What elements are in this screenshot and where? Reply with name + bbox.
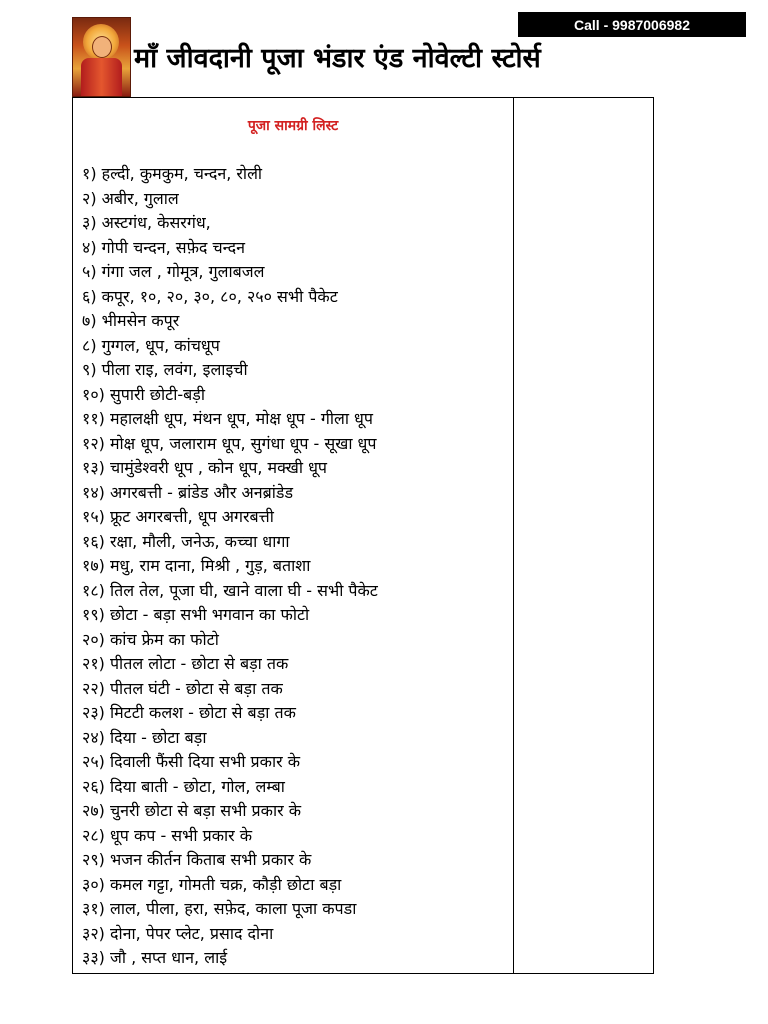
list-item: ३०) कमल गट्टा, गोमती चक्र, कौड़ी छोटा बड़ा — [82, 874, 342, 894]
list-item: २१) पीतल लोटा - छोटा से बड़ा तक — [82, 654, 289, 673]
list-item: २७) चुनरी छोटा से बड़ा सभी प्रकार के — [82, 801, 302, 820]
list-item: ४) गोपी चन्दन, सफ़ेद चन्दन — [82, 237, 245, 257]
shop-title: माँ जीवदानी पूजा भंडार एंड नोवेल्टी स्टोर्स — [134, 43, 541, 74]
list-item: ३) अस्टगंध, केसरगंध, — [82, 213, 211, 232]
list-item: १७) मधु, राम दाना, मिश्री , गुड़, बताशा — [82, 556, 311, 575]
list-item: ६) कपूर, १०, २०, ३०, ८०, २५० सभी पैकेट — [82, 286, 338, 306]
list-item: ११) महालक्षी धूप, मंथन धूप, मोक्ष धूप - गीला धूप — [82, 409, 373, 428]
list-item: २९) भजन कीर्तन किताब सभी प्रकार के — [82, 850, 312, 869]
item-list-table — [72, 97, 654, 974]
list-item: १२) मोक्ष धूप, जलाराम धूप, सुगंधा धूप - सूखा धूप — [82, 433, 377, 453]
list-item: १९) छोटा - बड़ा सभी भगवान का फोटो — [82, 605, 310, 624]
list-item: २६) दिया बाती - छोटा, गोल, लम्बा — [82, 776, 285, 796]
list-item: २२) पीतल घंटी - छोटा से बड़ा तक — [82, 678, 283, 698]
list-item: १६) रक्षा, मौली, जनेऊ, कच्चा धागा — [82, 531, 290, 551]
list-item: २३) मिटटी कलश - छोटा से बड़ा तक — [82, 703, 296, 722]
list-item: १८) तिल तेल, पूजा घी, खाने वाला घी - सभी पैकेट — [82, 580, 378, 600]
call-number-text: Call - 9987006982 — [574, 16, 690, 33]
list-item: १३) चामुंडेश्वरी धूप , कोन धूप, मक्खी धूप — [82, 458, 327, 477]
list-item: २५) दिवाली फैंसी दिया सभी प्रकार के — [82, 752, 301, 771]
list-item: ३३) जौ , सप्त धान, लाई — [82, 948, 228, 967]
list-item: ८) गुग्गल, धूप, कांचधूप — [82, 335, 220, 355]
list-item: ७) भीमसेन कपूर — [82, 311, 180, 330]
list-item: ३१) लाल, पीला, हरा, सफ़ेद, काला पूजा कपडा — [82, 899, 357, 918]
list-item: १४) अगरबत्ती - ब्रांडेड और अनब्रांडेड — [82, 482, 294, 502]
call-badge — [518, 12, 746, 37]
list-item: १०) सुपारी छोटी-बड़ी — [82, 384, 205, 404]
list-item: ३२) दोना, पेपर प्लेट, प्रसाद दोना — [82, 923, 274, 943]
list-title: पूजा सामग्री लिस्ट — [247, 118, 339, 134]
column-divider — [513, 98, 514, 973]
list-item: २४) दिया - छोटा बड़ा — [82, 727, 207, 747]
list-item: ५) गंगा जल , गोमूत्र, गुलाबजल — [82, 262, 265, 281]
list-item: २८) धूप कप - सभी प्रकार के — [82, 825, 253, 845]
list-item: २०) कांच फ्रेम का फोटो — [82, 629, 219, 649]
list-item: १) हल्दी, कुमकुम, चन्दन, रोली — [82, 164, 263, 183]
list-item: ९) पीला राइ, लवंग, इलाइची — [82, 360, 248, 379]
item-list — [82, 162, 378, 971]
list-item: २) अबीर, गुलाल — [82, 188, 179, 208]
list-item: १५) फ्रूट अगरबत्ती, धूप अगरबत्ती — [82, 507, 274, 526]
goddess-logo-image — [72, 17, 131, 97]
